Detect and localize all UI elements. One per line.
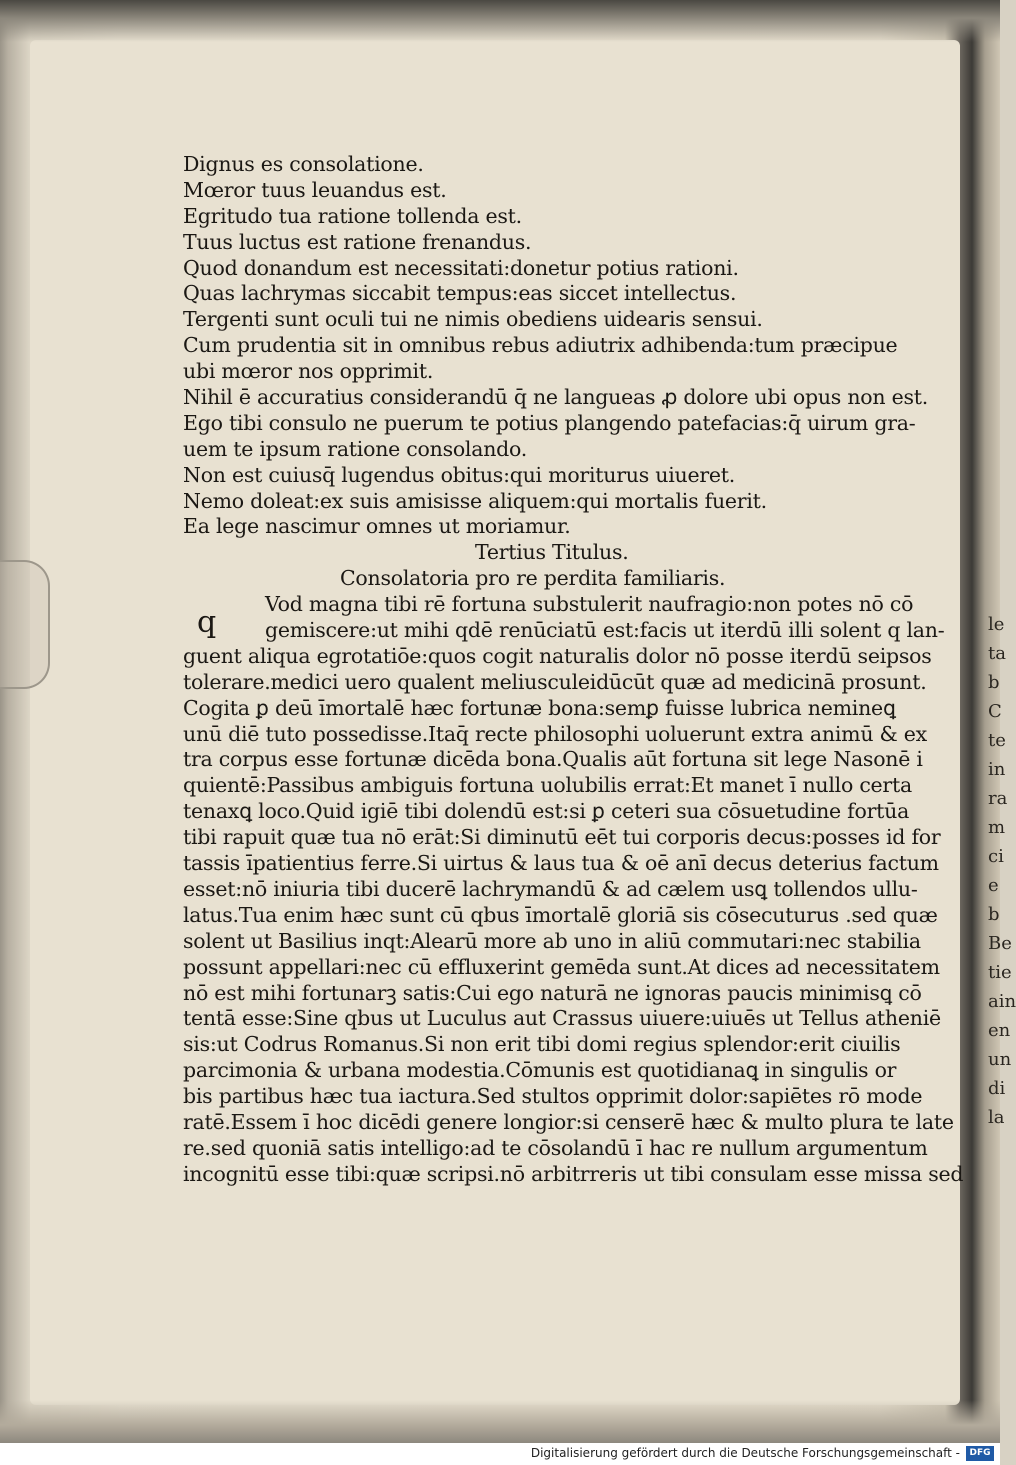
facing-page-fragment: Be [988, 933, 1012, 954]
footer-credit: Digitalisierung gefördert durch die Deutsche Forschungsgemeinschaft - [530, 1446, 960, 1460]
body-line: esset:nō iniuria tibi ducerē lachrymandū & ad cælem usꝗ tollendos ullu- [183, 876, 918, 901]
body-line: guent aliqua egrotatiōe:quos cogit naturalis dolor nō posse iterdū seipsos [183, 643, 932, 668]
text-line: Cum prudentia sit in omnibus rebus adiutrix adhibenda:tum præcipue [183, 333, 898, 358]
body-line: nō est mihi fortunarꝫ satis:Cui ego naturā ne ignoras paucis minimisꝗ cō [183, 980, 922, 1005]
body-line: unū diē tuto possedisse.Itaq̄ recte philosophi uoluerunt extra animū & ex [183, 721, 927, 746]
body-line: quientē:Passibus ambiguis fortuna uolubilis errat:Et manet ī nullo certa [183, 773, 912, 798]
facing-page-fragment: in [988, 759, 1006, 780]
body-line: ratē.Essem ī hoc dicēdi genere longior:si censerē hæc & multo plura te late [183, 1109, 954, 1134]
facing-page-fragment: ra [988, 788, 1008, 809]
text-line: Nemo doleat:ex suis amisisse aliquem:qui mortalis fuerit. [183, 488, 767, 513]
page-clip-mark [0, 560, 50, 689]
facing-page-fragment: le [988, 614, 1005, 635]
body-line: solent ut Basilius inqt:Alearū more ab uno in aliū commutari:nec stabilia [183, 928, 921, 953]
body-line: tibi rapuit quæ tua nō erāt:Si diminutū eēt tui corporis decus:posses id for [183, 825, 941, 850]
text-line: Non est cuiusq̄ lugendus obitus:qui moriturus uiueret. [183, 462, 736, 487]
body-line: re.sed quoniā satis intelligo:ad te cōsolandū ī hac re nullum argumentum [183, 1135, 928, 1160]
section-subtitle: Consolatoria pro re perdita familiaris. [340, 566, 726, 591]
page-top-shadow [0, 0, 1000, 42]
body-line: sis:ut Codrus Romanus.Si non erit tibi domi regius splendor:erit ciuilis [183, 1032, 901, 1057]
text-line: Ego tibi consulo ne puerum te potius plangendo patefacias:q̄ uirum gra- [183, 410, 916, 435]
text-line: Tergenti sunt oculi tui ne nimis obediens uidearis sensui. [183, 307, 763, 332]
page-bottom-shadow [0, 1400, 1000, 1443]
body-line: tra corpus esse fortunæ dicēda bona.Qualis aūt fortuna sit lege Nasonē i [183, 747, 923, 772]
facing-page-fragment: ci [988, 846, 1004, 867]
facing-page-edge-text [988, 610, 1016, 1132]
facing-page-fragment: la [988, 1107, 1005, 1128]
facing-page-fragment: ain [988, 991, 1016, 1012]
body-line: parcimonia & urbana modestia.Cōmunis est quotidianaꝗ in singulis or [183, 1058, 897, 1083]
facing-page-fragment: e [988, 875, 999, 896]
facing-page-fragment: ta [988, 643, 1006, 664]
body-line: Vod magna tibi rē fortuna substulerit naufragio:non potes nō cō [265, 592, 914, 617]
drop-initial: q [197, 605, 216, 640]
body-line: bis partibus hæc tua iactura.Sed stultos opprimit dolor:sapiētes rō mode [183, 1084, 923, 1109]
text-line: Mœror tuus leuandus est. [183, 177, 447, 202]
dfg-logo: DFG [966, 1446, 994, 1461]
text-line: Quod donandum est necessitati:donetur potius rationi. [183, 255, 739, 280]
facing-page-fragment: C [988, 701, 1002, 722]
section-title: Tertius Titulus. [475, 540, 629, 565]
text-line: Nihil ē accuratius considerandū q̄ ne langueas ꝓ dolore ubi opus non est. [183, 385, 929, 410]
text-line: Ea lege nascimur omnes ut moriamur. [183, 514, 571, 539]
text-line: Dignus es consolatione. [183, 152, 424, 176]
body-line: tolerare.medici uero qualent meliusculeidūcūt quæ ad medicinā prosunt. [183, 669, 927, 694]
body-line: tassis īpatientius ferre.Si uirtus & laus tua & oē anī decus deterius factum [183, 851, 939, 876]
text-line: Quas lachrymas siccabit tempus:eas siccet intellectus. [183, 281, 737, 306]
body-line: incognitū esse tibi:quæ scripsi.nō arbitrreris ut tibi consulam esse missa sed [183, 1161, 964, 1186]
facing-page-fragment: b [988, 904, 1000, 925]
facing-page-fragment: di [988, 1078, 1006, 1099]
text-line: uem te ipsum ratione consolando. [183, 436, 528, 461]
body-line: latus.Tua enim hæc sunt cū qbus īmortalē gloriā sis cōsecuturus .sed quæ [183, 902, 938, 927]
facing-page-fragment: tie [988, 962, 1012, 983]
body-line: tenaxꝗ loco.Quid igiē tibi dolendū est:si ꝑ ceteri sua cōsuetudine fortūa [183, 799, 910, 824]
facing-page-fragment: en [988, 1020, 1011, 1041]
facing-page-fragment: b [988, 672, 1000, 693]
facing-page-fragment: m [988, 817, 1006, 838]
page-text-block [183, 152, 964, 1188]
text-line: Egritudo tua ratione tollenda est. [183, 203, 522, 228]
body-line: possunt appellari:nec cū effluxerint gemēda sunt.At dices ad necessitatem [183, 954, 940, 979]
body-line: tentā esse:Sine qbus ut Luculus aut Crassus uiuere:uiuēs ut Tellus atheniē [183, 1006, 941, 1031]
digitization-footer [0, 1443, 1000, 1465]
text-line: Tuus luctus est ratione frenandus. [183, 229, 532, 254]
facing-page-fragment: te [988, 730, 1006, 751]
body-line: gemiscere:ut mihi qdē renūciatū est:facis ut iterdū illi solent q lan- [265, 618, 945, 643]
text-line: ubi mœror nos opprimit. [183, 359, 434, 384]
body-line: Cogita ꝑ deū īmortalē hæc fortunæ bona:semꝑ fuisse lubrica nemineꝗ [183, 695, 896, 720]
facing-page-fragment: un [988, 1049, 1012, 1070]
